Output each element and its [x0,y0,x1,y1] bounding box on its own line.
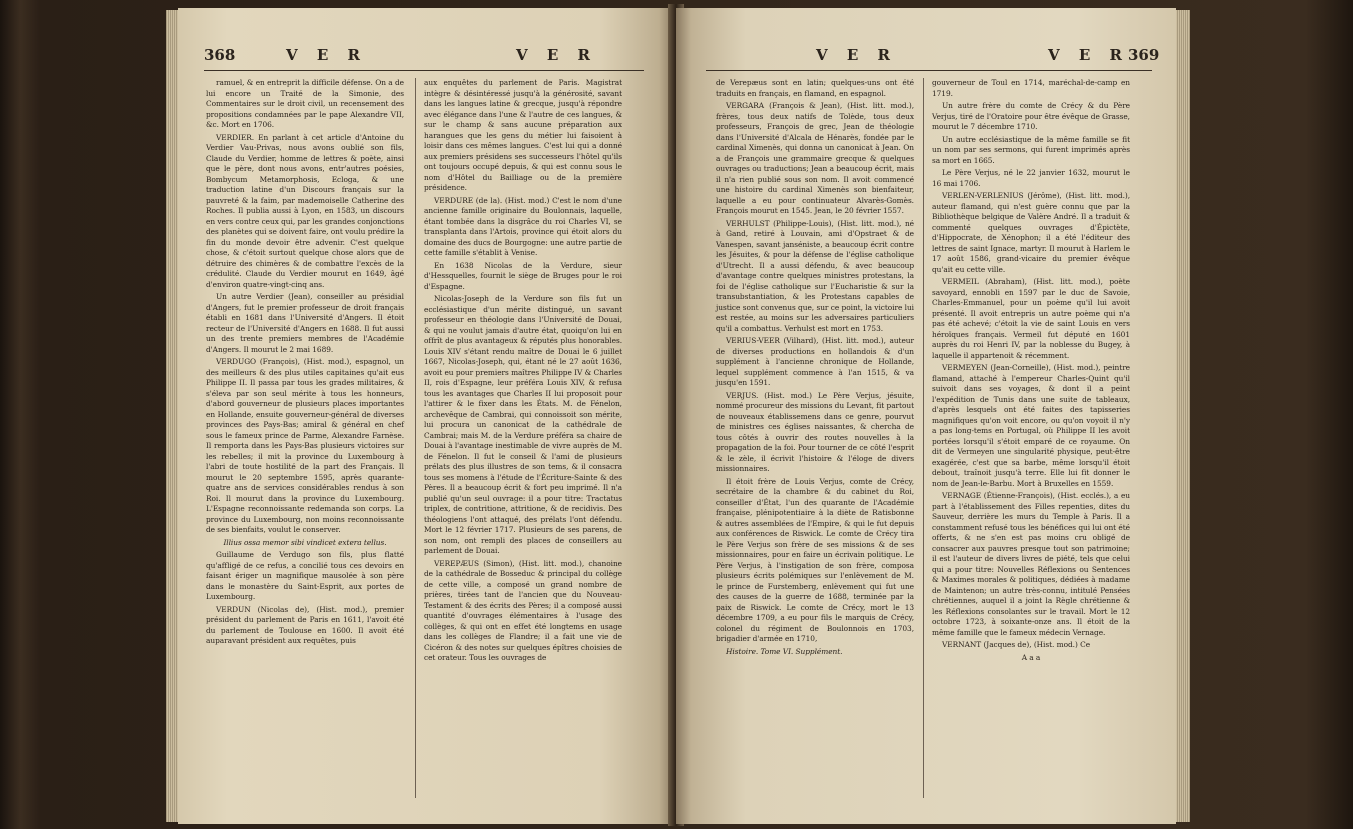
entry-paragraph: VERDUN (Nicolas de), (Hist. mod.), premier président du parlement de Paris en 1611, l'avoit été du parlement de Toulouse en 1600. Il avoit été auparavant président aux requêtes, puis [206,604,404,645]
entry-paragraph: Un autre ecclésiastique de la même famille se fit un nom par ses sermons, qui furent imprimés après sa mort en 1665. [932,134,1130,165]
entry-paragraph: VERDIER. En parlant à cet article d'Antoine du Verdier Vau-Privas, nous avons oublié son fils, Claude du Verdier, homme de lettres & poète, ainsi que le père, dont nous avons, entr'autres poésies, Bombycum Metamorphosis, Ecloga, & une traduction latine d'un Discours français sur la pauvreté & la faim, par mademoiselle Catherine des Roches. Il publia aussi à Lyon, en 1583, un discours en vers contre ceux qui, par les grandes conjonctions des planètes qui se doivent faire, ont voulu prédire la fin du monde devoir être advenir. C'est quelque chose, & c'étoit surtout quelque chose alors que de détruire des chimères & de combattre l'excès de la crédulité. Claude du Verdier mourut en 1649, âgé d'environ quatre-vingt-cinq ans. [206,132,404,289]
entry-paragraph: Un autre frère du comte de Crécy & du Père Verjus, tiré de l'Oratoire pour être évêque de Grasse, mourut le 7 décembre 1710. [932,101,1130,131]
entry-paragraph: VERDURE (de la). (Hist. mod.) C'est le nom d'une ancienne famille originaire du Boulonnais, laquelle, étant tombée dans la disgrâce du roi Charles VI, se transplanta dans l'Artois, province qui étoit alors du domaine des ducs de Bourgogne: une autre partie de cette famille s'établit à Venise. [424,195,622,257]
quotation: Illius ossa memor sibi vindicet extera tellus. [223,537,387,547]
left-page [178,8,674,824]
entry-paragraph: VERJUS. (Hist. mod.) Le Père Verjus, jésuite, nommé procureur des missions du Levant, fit partout de nouveaux établissemens dans ce genre, pourvut de ministres ces églises naissantes, & chercha de tous côtés à ouvrir des routes nouvelles à la propagation de la foi. Pour tourner de ce côté l'esprit & le zèle, il écrivit l'histoire & l'éloge de divers missionnaires. [716,390,914,473]
entry-paragraph: de Verepæus sont en latin; quelques-uns ont été traduits en français, en flamand, en espagnol. [716,78,914,98]
header-rule [204,70,644,71]
text-column-1 [206,78,404,649]
entry-paragraph: Guillaume de Verdugo son fils, plus flatté qu'affligé de ce refus, a concilié tous ces devoirs en faisant ériger un magnifique mausolée à son père dans le monastère du Saint-Esprit, aux portes de Luxembourg. [206,550,404,601]
text-column-2 [424,78,622,666]
running-head: V E R [286,46,367,64]
entry-paragraph: Il étoit frère de Louis Verjus, comte de Crécy, secrétaire de la chambre & du cabinet du Roi, conseiller d'État, l'un des quarante de l'Académie française, plénipotentiaire à la diète de Ratisbonne & autres assemblées de l'Empire, & qui le fut depuis aux conférences de Riswick. Le comte de Crécy tira le Père Verjus son frère de ses missions & de ses missionnaires, pour en faire un écrivain politique. Le Père Verjus, à l'instigation de son frère, composa plusieurs écrits polémiques sur l'enlèvement de M. le prince de Furstemberg, enlèvement qui fut une des causes de la guerre de 1688, terminée par la paix de Riswick. Le comte de Crécy, mort le 13 décembre 1709, a eu pour fils le marquis de Crécy, colonel du régiment de Boulonnois en 1703, brigadier d'armée en 1710, [716,476,914,643]
entry-paragraph: VERNANT (Jacques de), (Hist. mod.) Ce [942,640,1091,649]
page-number: 368 [204,46,236,64]
entry-paragraph: VERHULST (Philippe-Louis), (Hist. litt. mod.), né à Gand, retiré à Louvain, ami d'Opstraet & de Vanespen, savant janséniste, a beaucoup écrit contre les Jésuites, & pour la défense de l'église catholique d'Utrecht. Il a aussi défendu, & avec beaucoup d'avantage contre quelques ministres protestans, la foi de l'église catholique sur l'Eucharistie & sur la transubstantiation, & les Protestans capables de justice sont convenus que, sur ce point, la victoire lui est restée, au moins sur les adversaires particuliers qu'il a combattus. Verhulst est mort en 1753. [716,218,914,333]
running-head: V E R [1048,46,1129,64]
column-divider [923,78,924,798]
page-footer: Histoire. Tome VI. Supplément. [726,646,843,656]
text-column-1 [716,78,914,659]
header-rule [706,70,1152,71]
text-column-2 [932,78,1130,665]
page-number: 369 [1128,46,1160,64]
signature-mark: A a a [1021,652,1041,662]
entry-paragraph: VERIUS-VEER (Vilhard), (Hist. litt. mod.), auteur de diverses productions en hollandois & d'un supplément à l'ancienne chronique de Hollande, lequel supplément commence à l'an 1515, & va jusqu'en 1591. [716,336,914,387]
column-divider [415,78,416,798]
entry-paragraph: VERNAGE (Étienne-François), (Hist. ecclés.), a eu part à l'établissement des Filles repenties, dites du Sauveur, derrière les murs du Temple à Paris. Il a constamment refusé tous les bénéfices qui lui ont été offerts, & ne s'en est pas moins cru obligé de consacrer aux pauvres presque tout son patrimoine; il est l'auteur de divers livres de piété, tels que celui qui a pour titre: Nouvelles Réflexions ou Sentences & Maximes morales & politiques, dédiées à madame de Maintenon; un autre très-connu, intitulé Pensées chrétiennes, auquel il a joint la Règle chrétienne & les Réflexions consolantes sur le travail. Mort le 12 octobre 1723, à soixante-onze ans. Il étoit de la même famille que le fameux médecin Vernage. [932,491,1130,637]
entry-paragraph: VERLEN-VERLENIUS (Jérôme), (Hist. litt. mod.), auteur flamand, qui n'est guère connu que par la Bibliothèque belgique de Valère André. Il a traduit & commenté quelques ouvrages d'Épictète, d'Hippocrate, de Xénophon; il a été l'éditeur des lettres de saint Ignace, martyr. Il mourut à Harlem le 17 août 1586, grand-vicaire du premier évêque qu'ait eu cette ville. [932,191,1130,274]
entry-paragraph: aux enquêtes du parlement de Paris. Magistrat intègre & désintéressé jusqu'à la générosité, savant dans les langues latine & grecque, jusqu'à répondre avec élégance dans l'une & l'autre de ces langues, & sur le champ & sans aucune préparation aux harangues que les gens du métier lui faisoient à loisir dans ces mêmes langues. C'est lui qui a donné aux premiers présidens ses successeurs l'hôtel qu'ils ont toujours occupé depuis, & qui est connu sous le nom d'Hôtel du Bailliage ou de la première présidence. [424,78,622,192]
entry-paragraph: VERMEIL (Abraham), (Hist. litt. mod.), poète savoyard, ennobli en 1597 par le duc de Savoie, Charles-Emmanuel, pour un poème qu'il lui avoit présenté. Il avoit entrepris un autre poème qui n'a pas été achevé; c'étoit la vie de saint Louis en vers héroïques français. Vermeil fut député en 1601 auprès du roi Henri IV, par la noblesse du Bugey, à laquelle il appartenoit & récemment. [932,277,1130,360]
entry-paragraph: ramuel, & en entreprit la difficile défense. On a de lui encore un Traité de la Simonie, des Commentaires sur le droit civil, un recensement des propositions condamnées par le pape Alexandre VII, &c. Mort en 1706. [206,78,404,129]
entry-paragraph: VERDUGO (François), (Hist. mod.), espagnol, un des meilleurs & des plus utiles capitaines qu'ait eus Philippe II. Il passa par tous les grades militaires, & s'éleva par son seul mérite à tous les honneurs, d'abord gouverneur de plusieurs places importantes en Hollande, ensuite gouverneur-général de diverses provinces des Pays-Bas; amiral & général en chef sous le fameux prince de Parme, Alexandre Farnèse. Il remporta dans les Pays-Bas plusieurs victoires sur les rebelles; il mit la province du Luxembourg à l'abri de toute hostilité de la part des Français. Il mourut le 20 septembre 1595, après quarante-quatre ans de services considérables rendus à son Roi. Il mourut dans la province du Luxembourg. L'Espagne reconnoissante redemanda son corps. La province du Luxembourg, non moins reconnoissante de ses bienfaits, voulut le conserver. [206,357,404,534]
page-edges-left [166,10,178,822]
entry-paragraph: Nicolas-Joseph de la Verdure son fils fut un ecclésiastique d'un mérite distingué, un savant professeur en théologie dans l'Université de Douai, & qui ne voulut jamais d'autre état, quoiqu'on lui en offrît de plus avantageux & réputés plus honorables. Louis XIV s'étant rendu maître de Douai le 6 juillet 1667, Nicolas-Joseph, qui, étant né le 27 août 1636, avoit eu pour premiers maîtres Philippe IV & Charles II, rois d'Espagne, leur préféra Louis XIV, & refusa tous les avantages que Charles II lui proposoit pour l'attirer & le fixer dans les États. M. de Fénelon, archevêque de Cambrai, qui connoissoit son mérite, lui procura un canonicat de la cathédrale de Cambrai; mais M. de la Verdure préféra sa chaire de Douai à l'avantage inestimable de vivre auprès de M. de Fénelon. Il fut le conseil & l'ami de plusieurs prélats des plus illustres de son tems, & il consacra tous ses momens à l'étude de l'Écriture-Sainte & des Pères. Il a beaucoup écrit & fort peu imprimé. Il n'a publié qu'un seul ouvrage: il a pour titre: Tractatus triplex, de contritione, attritione, & de recidivis. Des théologiens l'ont attaqué, des prélats l'ont défendu. Mort le 12 février 1717. Plusieurs de ses parens, de son nom, ont rempli des places de conseillers au parlement de Douai. [424,294,622,555]
entry-paragraph: gouverneur de Toul en 1714, maréchal-de-camp en 1719. [932,78,1130,98]
running-head: V E R [516,46,597,64]
running-head: V E R [816,46,897,64]
entry-paragraph: VEREPÆUS (Simon), (Hist. litt. mod.), chanoine de la cathédrale de Bosseduc & principal du collège de cette ville, a composé un grand nombre de prières, tirées tant de l'ancien que du Nouveau-Testament & des écrits des Pères; il a composé aussi quantité d'ouvrages élémentaires à l'usage des collèges, & qui ont en effet été longtems en usage dans les collèges de Flandre; il a fait une vie de Cicéron & des notes sur quelques épîtres choisies de cet orateur. Tous les ouvrages de [424,558,622,662]
entry-paragraph: VERMEYEN (Jean-Corneille), (Hist. mod.), peintre flamand, attaché à l'empereur Charles-Quint qu'il suivoit dans ses voyages, & dont il a peint l'expédition de Tunis dans une suite de tableaux, d'après lesquels ont été faites des tapisseries magnifiques qu'on voit encore, ou qu'on voyoit il n'y a pas long-tems en Portugal, où Philippe II les avoit portées lorsqu'il s'étoit emparé de ce royaume. On dit de Vermeyen une singularité physique, peut-être exagérée, c'est que sa barbe, même lorsqu'il étoit debout, traînoit jusqu'à terre. Elle lui fit donner le nom de Jean-le-Barbu. Mort à Bruxelles en 1559. [932,363,1130,488]
page-edges-right [1176,10,1190,822]
entry-paragraph: VERGARA (François & Jean), (Hist. litt. mod.), frères, tous deux natifs de Tolède, tous deux professeurs, François de grec, Jean de théologie dans l'Université d'Alcala de Hénarès, fondée par le cardinal Ximenès, qui donna un canonicat à Jean. On a de François une grammaire grecque & quelques ouvrages ou traductions; Jean a beaucoup écrit, mais il n'a rien publié sous son nom. Il avoit commencé une histoire du cardinal Ximenès son bienfaiteur, laquelle a eu pour continuateur Alvarès-Gomès. François mourut en 1545. Jean, le 20 février 1557. [716,101,914,215]
entry-paragraph: En 1638 Nicolas de la Verdure, sieur d'Hessquelles, fournit le siège de Bruges pour le roi d'Espagne. [424,260,622,291]
entry-paragraph: Le Père Verjus, né le 22 janvier 1632, mourut le 16 mai 1706. [932,168,1130,188]
entry-paragraph: Un autre Verdier (Jean), conseiller au présidial d'Angers, fut le premier professeur de droit français établi en 1681 dans l'Université d'Angers. Il étoit recteur de l'Université d'Angers en 1688. Il fut aussi un des trente premiers membres de l'Académie d'Angers. Il mourut le 2 mai 1689. [206,292,404,354]
right-page [676,8,1176,824]
